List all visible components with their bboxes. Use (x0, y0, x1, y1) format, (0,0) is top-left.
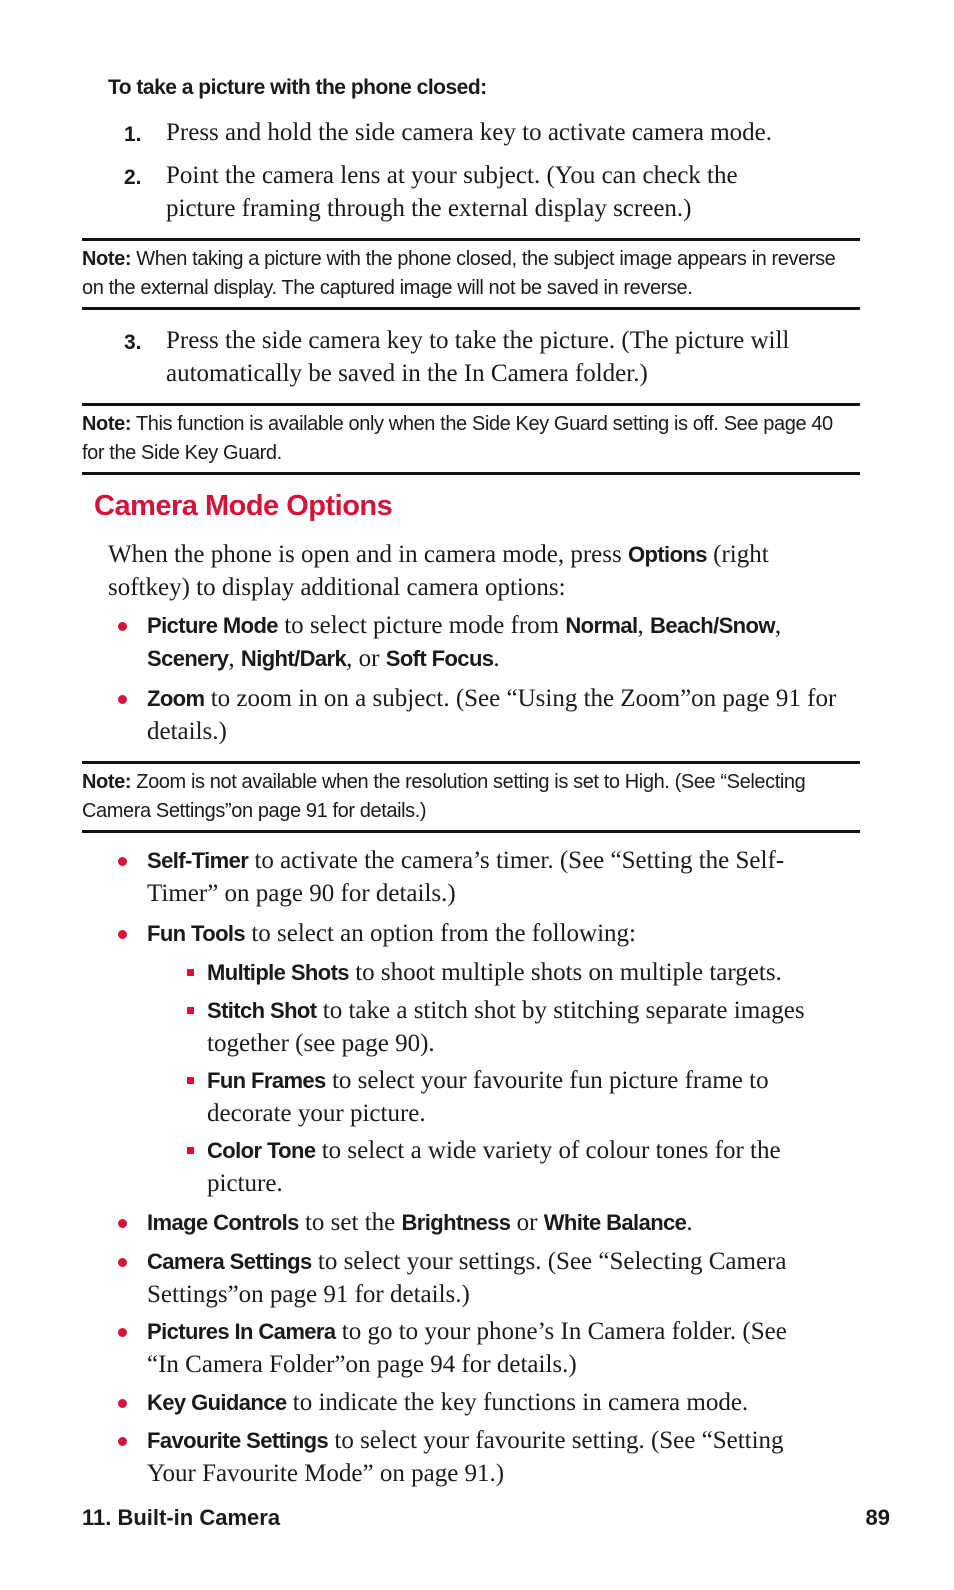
item-text: to select your favourite setting. (See “Setting Your Favourite Mode” on page 91.) (147, 1427, 784, 1487)
list-item-text (147, 1206, 847, 1239)
footer-page-number: 89 (865, 1505, 890, 1530)
note-box (82, 761, 860, 833)
item-text: to zoom in on a subject. (See “Using the Zoom”on page 91 for details.) (147, 685, 837, 745)
item-text: to indicate the key functions in camera mode. (286, 1389, 749, 1416)
option-name: Image Controls (147, 1210, 299, 1235)
step-number: 1. (124, 123, 142, 146)
bullet-icon (118, 1328, 127, 1337)
item-text: to take a stitch shot by stitching separate images together (see page 90). (207, 997, 805, 1057)
item-text: to go to your phone’s In Camera folder. (See “In Camera Folder”on page 94 for details.) (147, 1318, 787, 1378)
option-name: Night/Dark (240, 646, 347, 671)
option-name: Multiple Shots (207, 960, 349, 985)
sub-item-text (207, 994, 847, 1060)
bullet-icon (118, 930, 127, 939)
option-name: Zoom (147, 686, 205, 711)
list-item-text (147, 917, 847, 950)
item-text: , (774, 612, 782, 639)
footer-chapter: 11. Built-in Camera (82, 1505, 281, 1530)
item-text: , or (346, 645, 386, 672)
note-text: Zoom is not available when the resolution setting is set to High. (See “Selecting Camera Settings”on page 91 for details.) (82, 771, 806, 822)
step-text: Press the side camera key to take the picture. (The picture will automatically be saved in the In Camera folder.) (166, 327, 790, 387)
option-name: Scenery (147, 646, 229, 671)
item-text: . (493, 645, 500, 672)
square-bullet-icon (187, 1007, 194, 1014)
note-label: Note: (82, 248, 132, 270)
step-number: 3. (124, 331, 142, 354)
list-item-text (147, 682, 847, 748)
item-text: to select a wide variety of colour tones for the picture. (207, 1137, 781, 1197)
option-name: White Balance (543, 1210, 687, 1235)
option-name: Picture Mode (147, 613, 278, 638)
item-text: , (228, 645, 241, 672)
option-name: Fun Frames (207, 1068, 326, 1093)
option-name: Soft Focus (385, 646, 494, 671)
step-text: Press and hold the side camera key to activate camera mode. (166, 119, 773, 146)
item-text: or (510, 1209, 544, 1236)
item-text: to activate the camera’s timer. (See “Setting the Self-Timer” on page 90 for details.) (147, 847, 785, 907)
sub-item-text (207, 1064, 807, 1130)
item-text: . (686, 1209, 693, 1236)
option-name: Stitch Shot (207, 998, 317, 1023)
intro-text: When the phone is open and in camera mode, press (108, 541, 628, 568)
item-text: to shoot multiple shots on multiple targets. (348, 959, 782, 986)
note-box (82, 403, 860, 475)
softkey-label: Options (627, 542, 707, 567)
option-name: Camera Settings (147, 1249, 312, 1274)
intro-paragraph (108, 538, 853, 604)
bullet-icon (118, 857, 127, 866)
square-bullet-icon (187, 969, 194, 976)
option-name: Color Tone (207, 1138, 316, 1163)
item-text: to select picture mode from (277, 612, 566, 639)
bullet-icon (118, 695, 127, 704)
option-name: Fun Tools (147, 921, 246, 946)
section-title: Camera Mode Options (94, 490, 393, 522)
square-bullet-icon (187, 1077, 194, 1084)
option-name: Self-Timer (147, 848, 249, 873)
note-label: Note: (82, 771, 132, 793)
list-item-text (147, 1424, 827, 1490)
item-text: to select your favourite fun picture frame to decorate your picture. (207, 1067, 769, 1127)
bullet-icon (118, 622, 127, 631)
note-label: Note: (82, 413, 132, 435)
step-text: Point the camera lens at your subject. (You can check the picture framing through the external display screen.) (166, 162, 738, 222)
option-name: Normal (565, 613, 638, 638)
sub-item-text (207, 956, 847, 989)
note-box (82, 238, 860, 310)
item-text: to select an option from the following: (245, 920, 636, 947)
item-text: to set the (298, 1209, 402, 1236)
option-name: Beach/Snow (650, 613, 775, 638)
option-name: Pictures In Camera (147, 1319, 336, 1344)
list-item-text (147, 609, 847, 675)
bullet-icon (118, 1437, 127, 1446)
sub-item-text (207, 1134, 807, 1200)
step-number: 2. (124, 166, 142, 189)
intro-text: (right softkey) to display additional camera options: (108, 541, 769, 601)
item-text: to select your settings. (See “Selecting Camera Settings”on page 91 for details.) (147, 1248, 787, 1308)
note-text: When taking a picture with the phone closed, the subject image appears in reverse on the external display. The captured image will not be saved in reverse. (82, 248, 836, 299)
bullet-icon (118, 1258, 127, 1267)
item-text: , (637, 612, 651, 639)
subheading: To take a picture with the phone closed: (108, 76, 487, 99)
option-name: Key Guidance (147, 1390, 287, 1415)
list-item-text (147, 1315, 787, 1381)
option-name: Favourite Settings (147, 1428, 329, 1453)
bullet-icon (118, 1399, 127, 1408)
list-item-text (147, 844, 787, 910)
note-text: This function is available only when the Side Key Guard setting is off. See page 40 for the Side Key Guard. (82, 413, 833, 464)
bullet-icon (118, 1219, 127, 1228)
square-bullet-icon (187, 1147, 194, 1154)
list-item-text (147, 1245, 837, 1311)
option-name: Brightness (401, 1210, 511, 1235)
list-item-text (147, 1386, 847, 1419)
